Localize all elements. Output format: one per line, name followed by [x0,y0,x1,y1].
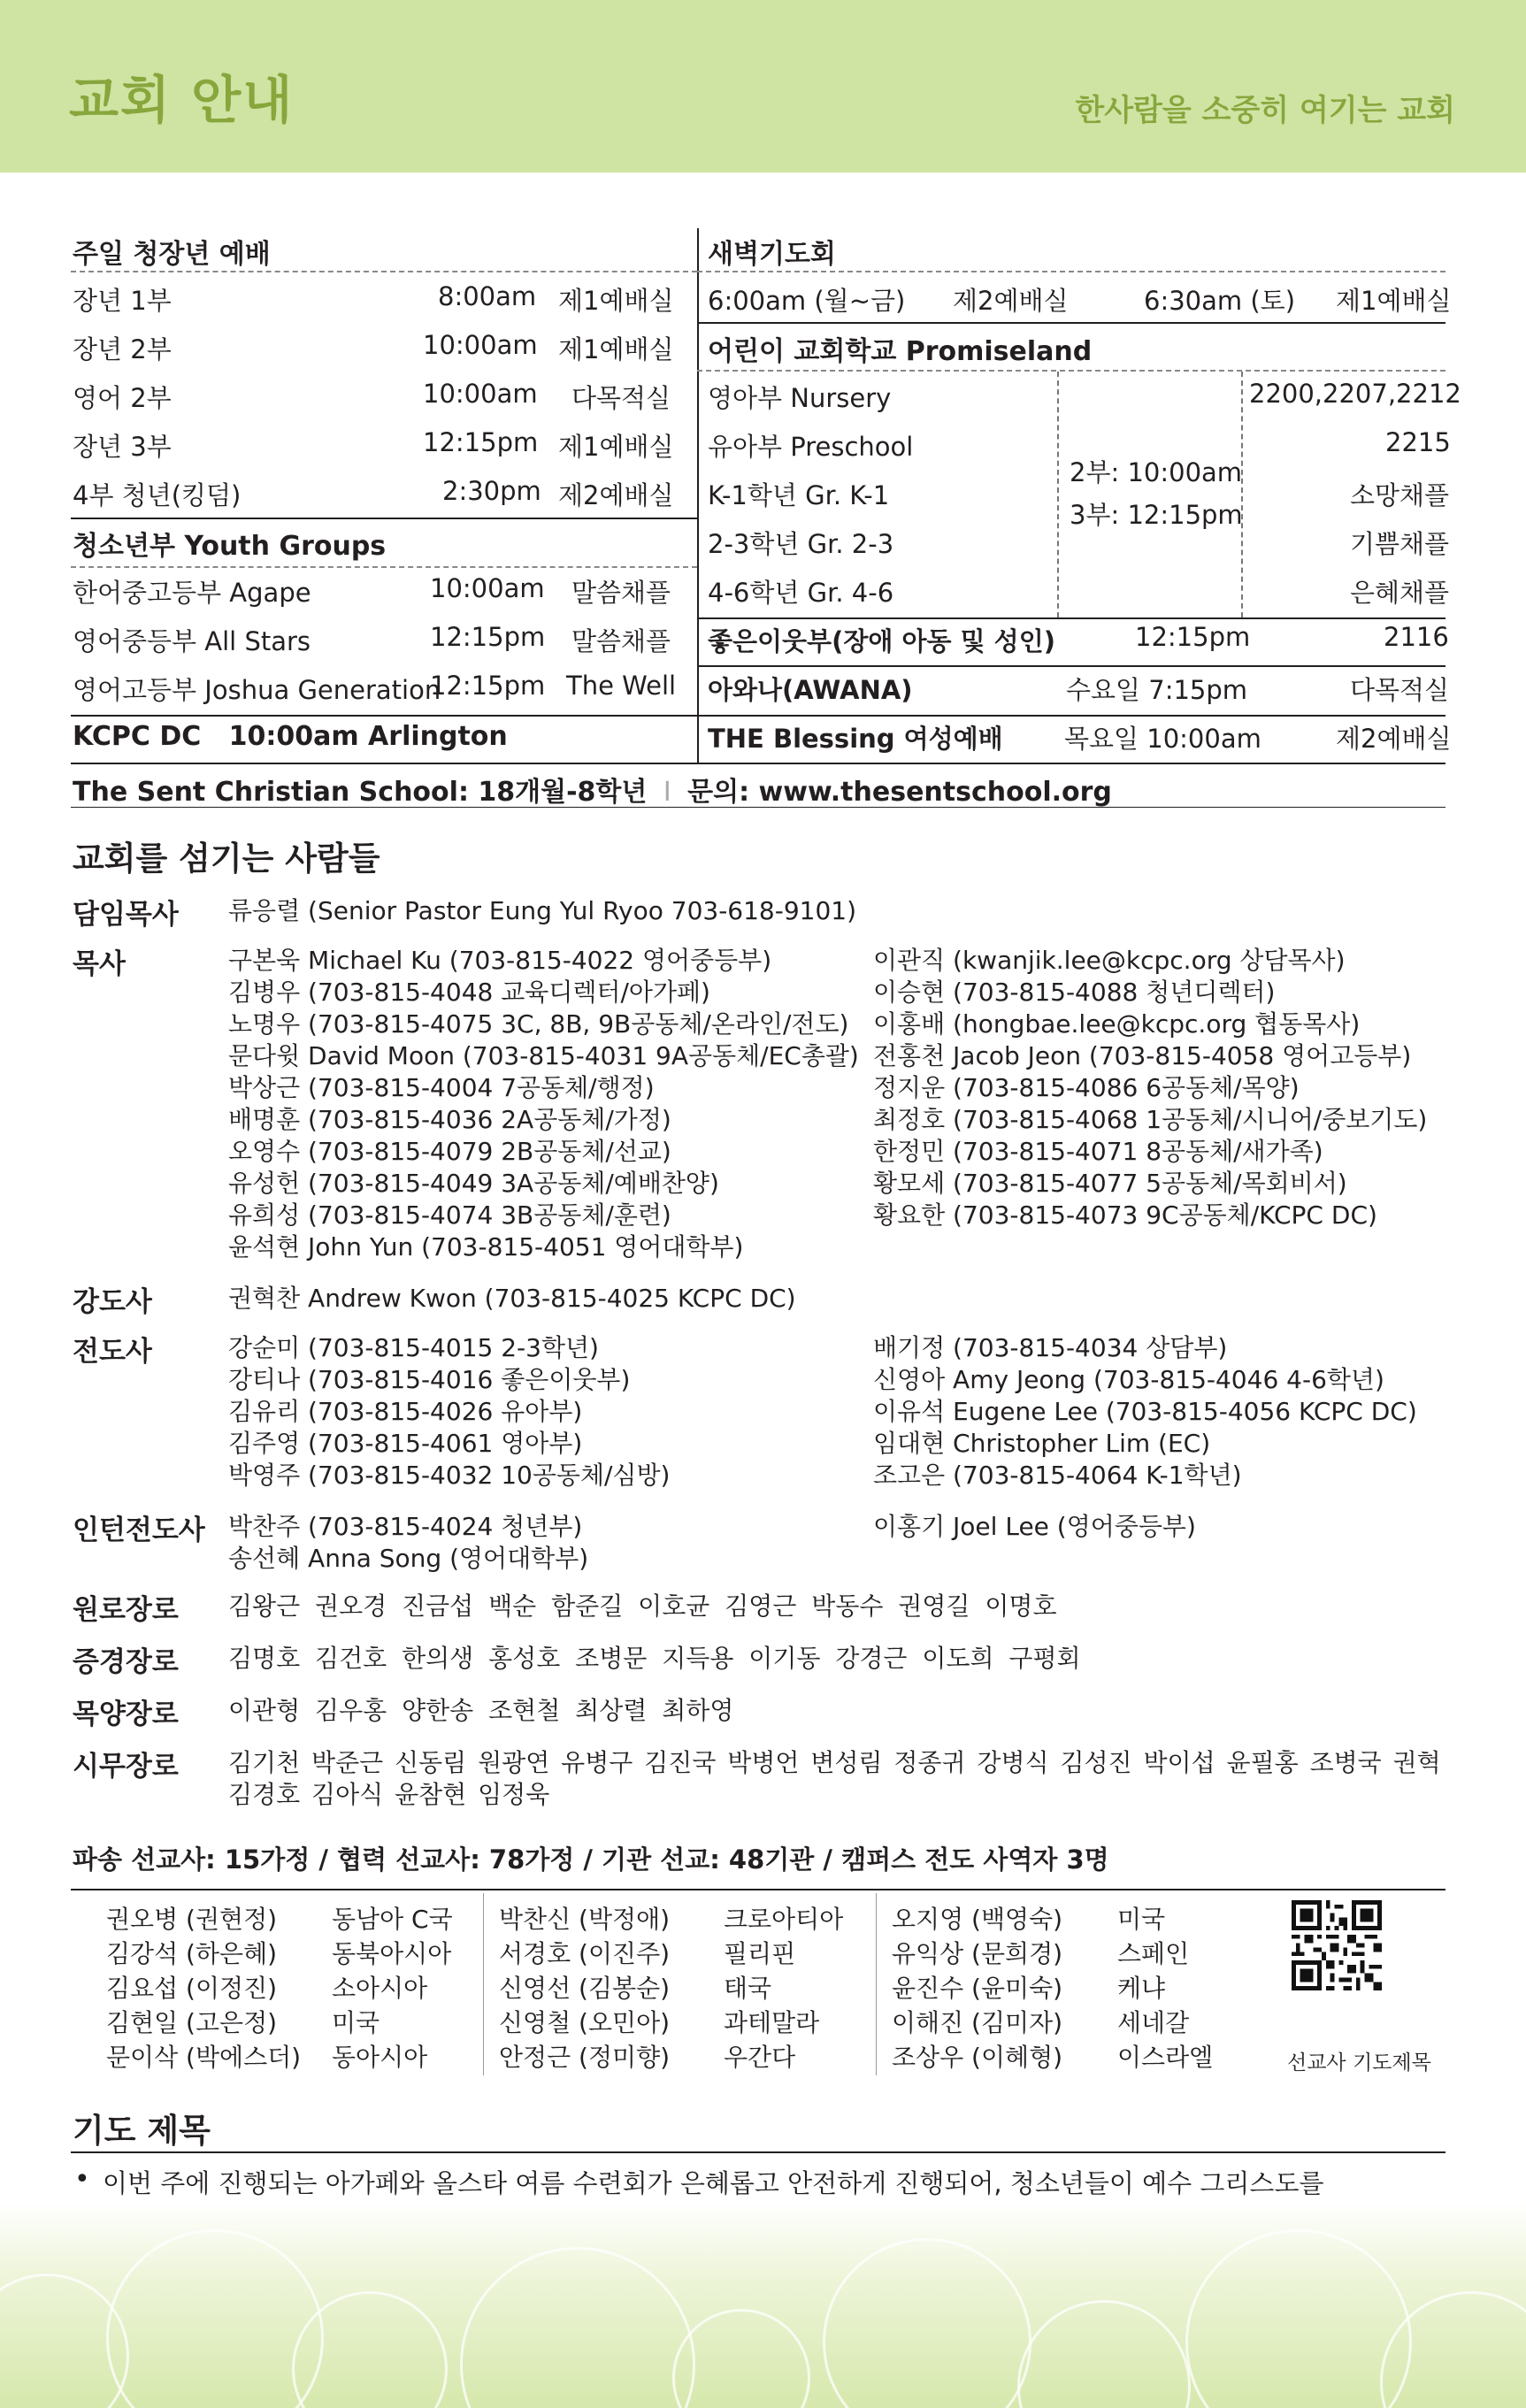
evangelist-entry: 박영주 (703-815-4032 10공동체/심방) [228,1461,671,1490]
youth-name: 영어고등부 Joshua Generation [73,675,441,705]
pastor-entry: 전홍천 Jacob Jeon (703-815-4058 영어고등부) [873,1041,1412,1070]
missionary-name: 안정근 (정미향) [499,2043,671,2072]
youth-place: 말씀채플 [571,626,671,656]
pastor-entry: 황모세 (703-815-4077 5공동체/목회비서) [873,1169,1347,1198]
service-time: 8:00am [438,281,537,311]
youth-name: 한어중고등부 Agape [73,578,311,608]
youth-time: 12:15pm [430,671,546,701]
mission-region: 스페인 [1117,1939,1190,1968]
pastor-entry: 배명훈 (703-815-4036 2A공동체/가정) [228,1105,671,1134]
pastor-entry: 윤석현 John Yun (703-815-4051 영어대학부) [228,1232,744,1262]
pastor-entry: 오영수 (703-815-4079 2B공동체/선교) [228,1137,671,1166]
mission-region: 케냐 [1117,1974,1166,2003]
dawn-prayer-title: 새벽기도회 [708,239,836,270]
mission-region: 우간다 [724,2043,796,2072]
missionary-name: 신영선 (김봉순) [499,1974,671,2003]
good-neighbor-name: 좋은이웃부(장애 아동 및 성인) [708,626,1055,656]
mission-region: 크로아티아 [724,1905,844,1934]
pastors-label: 목사 [73,948,126,980]
intern-entry: 박찬주 (703-815-4024 청년부) [228,1512,583,1541]
bullet-icon: • [74,2164,90,2195]
children-class: 영아부 Nursery [708,383,892,413]
decorative-circle [823,2238,1031,2408]
separator: I [663,777,671,808]
youth-time: 10:00am [430,573,545,603]
prayer-text-line: 이번 주에 진행되는 아가페와 올스타 여름 수련회가 은혜롭고 안전하게 진행되어, 청소년들이 예수 그리스도를 [103,2168,1324,2198]
sunday-worship-title: 주일 청장년 예배 [73,239,271,270]
evangelist-entry: 배기정 (703-815-4034 상담부) [873,1333,1228,1362]
service-time: 12:15pm [423,427,539,457]
service-name: 장년 2부 [73,334,172,364]
elders-emeritus-label: 원로장로 [73,1594,179,1626]
mission-region: 과테말라 [724,2008,820,2037]
decorative-circle [106,2229,324,2408]
elders-retired-list: 김명호 김건호 한의생 홍성호 조병문 지득용 이기동 강경근 이도희 구평회 [228,1644,1081,1673]
service-place: 다목적실 [571,383,671,413]
service-place: 제1예배실 [558,334,674,364]
qr-caption: 선교사 기도제목 [1287,2051,1431,2074]
youth-title: 청소년부 Youth Groups [73,531,387,562]
lecturer-entry: 권혁찬 Andrew Kwon (703-815-4025 KCPC DC) [228,1284,796,1313]
good-neighbor-room: 2116 [1384,622,1449,652]
decorative-circle [1185,2229,1412,2408]
awana-time: 수요일 7:15pm [1066,675,1248,705]
service-time: 2:30pm [442,476,541,506]
children-time-3rd: 3부: 12:15pm [1070,500,1243,530]
children-class: 유아부 Preschool [708,432,914,462]
missionary-name: 김강석 (하은혜) [106,1939,278,1968]
dawn-time-saturday: 6:30am (토) [1144,286,1296,316]
service-name: 장년 1부 [73,286,172,316]
missionary-name: 윤진수 (윤미숙) [892,1974,1063,2003]
elders-pastoral-label: 목양장로 [73,1699,179,1730]
mission-region: 세네갈 [1117,2008,1190,2037]
decorative-footer [0,2203,1526,2408]
children-class: 2-3학년 Gr. 2-3 [708,529,894,559]
service-time: 10:00am [423,330,538,360]
mission-region: 이스라엘 [1117,2043,1214,2072]
youth-name: 영어중등부 All Stars [73,626,311,656]
service-time: 10:00am [423,379,538,409]
mission-region: 미국 [332,2008,380,2037]
evangelist-entry: 이유석 Eugene Lee (703-815-4056 KCPC DC) [873,1397,1417,1426]
children-room: 소망채플 [1350,480,1450,510]
children-room: 2215 [1385,427,1451,457]
lecturer-label: 강도사 [73,1286,152,1318]
decorative-circle [460,2247,695,2408]
evangelist-entry: 김주영 (703-815-4061 영아부) [228,1429,583,1458]
pastor-entry: 이홍배 (hongbae.lee@kcpc.org 협동목사) [873,1009,1361,1039]
evangelist-entry: 임대현 Christopher Lim (EC) [873,1429,1211,1458]
youth-place: 말씀채플 [571,578,671,608]
good-neighbor-time: 12:15pm [1135,622,1251,652]
header-band [0,0,1526,173]
evangelists-label: 전도사 [73,1336,152,1368]
decorative-circle [1017,2300,1191,2408]
pastor-entry: 정지운 (703-815-4086 6공동체/목양) [873,1073,1300,1102]
pastor-entry: 한정민 (703-815-4071 8공동체/새가족) [873,1137,1323,1166]
children-room: 기쁨채플 [1350,529,1450,559]
missions-summary: 파송 선교사: 15가정 / 협력 선교사: 78가정 / 기관 선교: 48기관 / 캠퍼스 전도 사역자 3명 [73,1844,1109,1875]
service-place: 제1예배실 [558,286,674,316]
missionary-name: 오지영 (백영숙) [892,1905,1063,1934]
children-title: 어린이 교회학교 Promiseland [708,336,1093,367]
school-info [73,770,1112,809]
intern-label: 인턴전도사 [73,1515,205,1546]
prayer-title: 기도 제목 [73,2112,211,2150]
pastor-entry: 유희성 (703-815-4074 3B공동체/훈련) [228,1200,671,1230]
dawn-place-saturday: 제1예배실 [1336,286,1452,316]
elders-active-list: 김경호 김아식 윤참현 임정욱 [228,1780,550,1809]
awana-name: 아와나(AWANA) [708,675,913,705]
children-class: K-1학년 Gr. K-1 [708,480,890,510]
mission-region: 태국 [724,1974,772,2003]
missionary-name: 신영철 (오민아) [499,2008,671,2037]
pastor-entry: 박상근 (703-815-4004 7공동체/행정) [228,1073,655,1102]
service-name: 영어 2부 [73,383,172,413]
children-room: 2200,2207,2212 [1249,379,1461,409]
pastor-entry: 황요한 (703-815-4073 9C공동체/KCPC DC) [873,1200,1377,1230]
school-contact: 문의: www.thesentschool.org [687,777,1112,808]
pastor-entry: 문다윗 David Moon (703-815-4031 9A공동체/EC총괄) [228,1041,859,1070]
missionary-name: 김현일 (고은정) [106,2008,278,2037]
intern-entry: 송선혜 Anna Song (영어대학부) [228,1544,589,1573]
service-name: 장년 3부 [73,432,172,462]
pastor-entry: 최정호 (703-815-4068 1공동체/시니어/중보기도) [873,1105,1428,1134]
elders-retired-label: 증경장로 [73,1646,179,1678]
pastor-entry: 유성헌 (703-815-4049 3A공동체/예배찬양) [228,1169,719,1198]
mission-region: 동북아시아 [332,1939,452,1968]
pastor-entry: 구본욱 Michael Ku (703-815-4022 영어중등부) [228,946,772,975]
children-class: 4-6학년 Gr. 4-6 [708,578,894,608]
evangelist-entry: 강티나 (703-815-4016 좋은이웃부) [228,1365,631,1394]
evangelist-entry: 강순미 (703-815-4015 2-3학년) [228,1333,599,1362]
youth-place: The Well [566,671,677,701]
senior-pastor: 류응렬 (Senior Pastor Eung Yul Ryoo 703-618-9101) [228,896,857,925]
pastor-entry: 이관직 (kwanjik.lee@kcpc.org 상담목사) [873,946,1346,975]
children-time-2nd: 2부: 10:00am [1070,457,1243,487]
evangelist-entry: 조고은 (703-815-4064 K-1학년) [873,1461,1242,1490]
pastor-entry: 이승현 (703-815-4088 청년디렉터) [873,978,1276,1007]
missionary-name: 문이삭 (박에스더) [106,2043,302,2072]
church-motto: 한사람을 소중히 여기는 교회 [1075,93,1455,128]
senior-pastor-label: 담임목사 [73,899,179,931]
intern-entry: 이홍기 Joel Lee (영어중등부) [873,1512,1196,1541]
youth-time: 12:15pm [430,622,546,652]
mission-region: 필리핀 [724,1939,796,1968]
blessing-time: 목요일 10:00am [1064,724,1261,754]
elders-active-list: 김기천 박준근 신동림 원광연 유병구 김진국 박병언 변성림 정종귀 강병식 김성진 박이섭 윤필홍 조병국 권혁 [228,1748,1441,1777]
missionary-name: 유익상 (문희경) [892,1939,1063,1968]
missionary-name: 박찬신 (박정애) [499,1905,671,1934]
mission-region: 미국 [1117,1905,1166,1934]
mission-region: 동아시아 [332,2043,428,2072]
missionary-name: 김요섭 (이정진) [106,1974,278,2003]
evangelist-entry: 김유리 (703-815-4026 유아부) [228,1397,583,1426]
blessing-name: THE Blessing 여성예배 [708,724,1003,754]
missionary-name: 이해진 (김미자) [892,2008,1063,2037]
qr-code-icon[interactable] [1292,1900,1382,1990]
missionary-name: 서경호 (이진주) [499,1939,671,1968]
dawn-place-weekday: 제2예배실 [953,286,1069,316]
decorative-circle [672,2309,810,2408]
elders-active-label: 시무장로 [73,1751,179,1783]
service-name: 4부 청년(킹덤) [73,480,242,510]
elders-emeritus-list: 김왕근 권오경 진금섭 백순 함준길 이호균 김영근 박동수 권영길 이명호 [228,1591,1057,1621]
blessing-room: 제2예배실 [1336,724,1452,754]
children-room: 은혜채플 [1350,578,1450,608]
dawn-time-weekday: 6:00am (월~금) [708,286,906,316]
service-place: 제2예배실 [558,480,674,510]
elders-pastoral-list: 이관형 김우홍 양한송 조현철 최상렬 최하영 [228,1696,734,1725]
evangelist-entry: 신영아 Amy Jeong (703-815-4046 4-6학년) [873,1365,1384,1394]
page-title: 교회 안내 [69,70,295,130]
missionary-name: 권오병 (권현정) [106,1905,278,1934]
service-place: 제1예배실 [558,432,674,462]
servants-title: 교회를 섬기는 사람들 [73,840,380,878]
school-name: The Sent Christian School: 18개월-8학년 [73,777,648,808]
pastor-entry: 노명우 (703-815-4075 3C, 8B, 9B공동체/온라인/전도) [228,1009,849,1039]
awana-room: 다목적실 [1350,675,1450,705]
mission-region: 동남아 C국 [332,1905,453,1934]
pastor-entry: 김병우 (703-815-4048 교육디렉터/아가페) [228,978,710,1007]
kcpc-dc-info: KCPC DC 10:00am Arlington [73,721,508,752]
missionary-name: 조상우 (이혜형) [892,2043,1063,2072]
mission-region: 소아시아 [332,1974,428,2003]
